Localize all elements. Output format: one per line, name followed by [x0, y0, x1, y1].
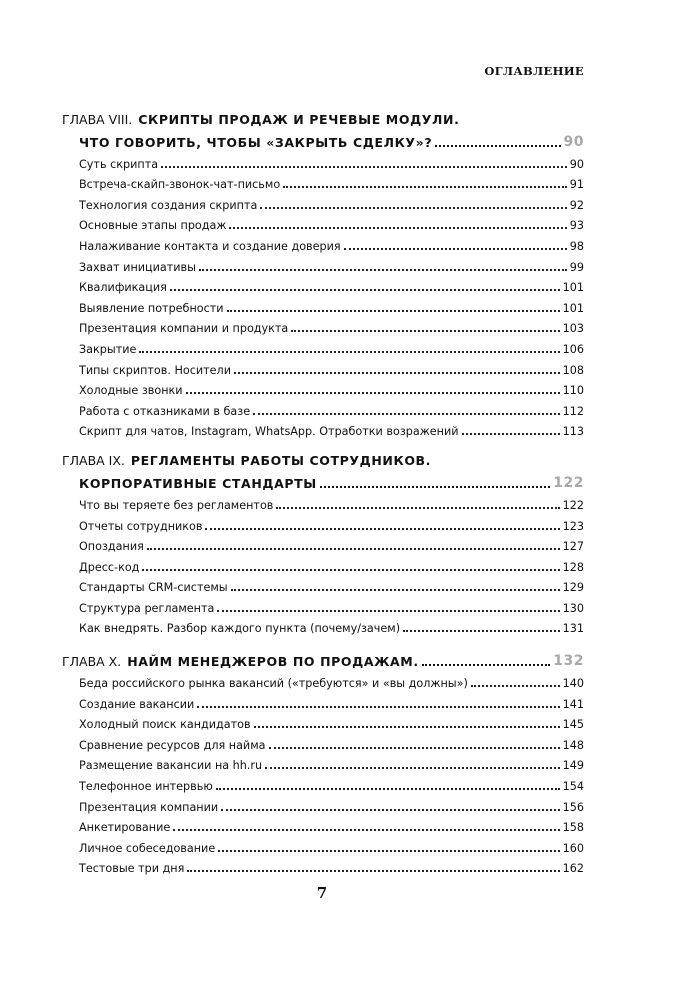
- entry-page: 158: [562, 821, 584, 835]
- entry-title: Типы скриптов. Носители: [79, 363, 231, 377]
- entry-page: 101: [562, 281, 584, 295]
- entry-page: 91: [569, 178, 584, 192]
- dot-leader: [254, 726, 560, 728]
- entry-title: Сравнение ресурсов для найма: [79, 738, 266, 752]
- toc-entry[interactable]: [62, 594, 584, 615]
- entry-page: 145: [562, 718, 584, 732]
- toc-entry[interactable]: [62, 377, 584, 398]
- entry-title: Скрипт для чатов, Instagram, WhatsApp. Отработки возражений: [79, 425, 459, 439]
- toc-entry[interactable]: [62, 690, 584, 711]
- entry-page: 123: [562, 519, 584, 533]
- dot-leader: [229, 227, 566, 229]
- dot-leader: [205, 528, 559, 530]
- toc-entry[interactable]: [62, 294, 584, 315]
- toc-entry[interactable]: [62, 772, 584, 793]
- entry-title: Технология создания скрипта: [79, 198, 258, 212]
- toc-entry[interactable]: [62, 855, 584, 876]
- entry-page: 140: [562, 677, 584, 691]
- entry-title: Создание вакансии: [79, 697, 195, 711]
- entry-title: Презентация компании: [79, 800, 219, 814]
- entry-page: 160: [562, 841, 584, 855]
- dot-leader: [217, 610, 559, 612]
- entry-title: Личное собеседование: [79, 841, 216, 855]
- entry-title: Стандарты CRM-системы: [79, 581, 228, 595]
- entry-page: 122: [562, 498, 584, 512]
- dot-leader: [231, 589, 560, 591]
- chapter-page: 122: [553, 475, 584, 492]
- entry-title: Отчеты сотрудников: [79, 519, 203, 533]
- dot-leader: [435, 145, 560, 147]
- dot-leader: [186, 392, 560, 394]
- toc-entry[interactable]: [62, 814, 584, 835]
- entry-page: 112: [562, 404, 584, 418]
- entry-page: 92: [569, 198, 584, 212]
- toc-entry[interactable]: [62, 834, 584, 855]
- dot-leader: [344, 248, 567, 250]
- chapter-page: 90: [563, 134, 584, 150]
- entry-title: Структура регламента: [79, 601, 215, 615]
- dot-leader: [260, 207, 566, 209]
- dot-leader: [161, 166, 567, 168]
- toc-entry[interactable]: [62, 731, 584, 752]
- entry-page: 129: [562, 581, 584, 595]
- entry-title: Презентация компании и продукта: [79, 322, 289, 336]
- entry-page: 149: [562, 759, 584, 773]
- dot-leader: [320, 486, 550, 488]
- entry-page: 141: [562, 697, 584, 711]
- entry-title: Холодные звонки: [79, 384, 183, 398]
- table-of-contents: [62, 108, 584, 875]
- entry-title: Опоздания: [79, 540, 144, 554]
- dot-leader: [234, 372, 560, 374]
- dot-leader: [422, 664, 551, 666]
- toc-entry[interactable]: [62, 150, 584, 171]
- toc-entry[interactable]: [62, 669, 584, 690]
- dot-leader: [221, 809, 559, 811]
- entry-title: Встреча-скайп-звонок-чат-письмо: [79, 178, 281, 192]
- chapter-heading-line1[interactable]: [62, 449, 584, 468]
- dot-leader: [147, 548, 560, 550]
- toc-entry[interactable]: [62, 615, 584, 636]
- toc-entry[interactable]: [62, 274, 584, 295]
- dot-leader: [197, 706, 559, 708]
- dot-leader: [291, 330, 559, 332]
- toc-entry[interactable]: [62, 171, 584, 192]
- entry-title: Как внедрять. Разбор каждого пункта (почему/зачем): [79, 622, 401, 636]
- entry-title: Телефонное интервью: [79, 780, 213, 794]
- dot-leader: [462, 433, 560, 435]
- dot-leader: [227, 310, 560, 312]
- chapter-number: ГЛАВА IX.: [62, 453, 125, 469]
- entry-page: 101: [562, 301, 584, 315]
- toc-entry[interactable]: [62, 315, 584, 336]
- toc-entry[interactable]: [62, 491, 584, 512]
- entry-page: 148: [562, 738, 584, 752]
- toc-entry[interactable]: [62, 397, 584, 418]
- dot-leader: [142, 569, 559, 571]
- entry-page: 108: [562, 363, 584, 377]
- chapter-number: ГЛАВА X.: [62, 654, 122, 670]
- dot-leader: [276, 507, 559, 509]
- dot-leader: [471, 685, 560, 687]
- entry-title: Выявление потребности: [79, 301, 224, 315]
- chapter-title: НАЙМ МЕНЕДЖЕРОВ ПО ПРОДАЖАМ.: [127, 654, 419, 670]
- entry-title: Что вы теряете без регламентов: [79, 498, 274, 512]
- dot-leader: [283, 186, 567, 188]
- entry-title: Анкетирование: [79, 821, 171, 835]
- chapter-page: 132: [553, 653, 584, 670]
- entry-page: 128: [562, 560, 584, 574]
- toc-entry[interactable]: [62, 711, 584, 732]
- chapter-heading[interactable]: [62, 646, 584, 669]
- entry-title: Тестовые три дня: [79, 862, 185, 876]
- toc-entry[interactable]: [62, 232, 584, 253]
- dot-leader: [173, 829, 559, 831]
- toc-entry[interactable]: [62, 553, 584, 574]
- entry-page: 106: [562, 342, 584, 356]
- toc-entry[interactable]: [62, 533, 584, 554]
- dot-leader: [216, 788, 560, 790]
- dot-leader: [269, 747, 560, 749]
- toc-entry[interactable]: [62, 574, 584, 595]
- entry-page: 110: [562, 384, 584, 398]
- entry-page: 99: [569, 260, 584, 274]
- entry-page: 127: [562, 540, 584, 554]
- toc-entry[interactable]: [62, 253, 584, 274]
- toc-entry[interactable]: [62, 752, 584, 773]
- toc-entry[interactable]: [62, 793, 584, 814]
- dot-leader: [199, 269, 567, 271]
- toc-entry[interactable]: [62, 212, 584, 233]
- entry-title: Беда российского рынка вакансий («требуются» и «вы должны»): [79, 677, 468, 691]
- dot-leader: [403, 630, 560, 632]
- dot-leader: [139, 351, 559, 353]
- dot-leader: [187, 870, 559, 872]
- toc-entry[interactable]: [62, 512, 584, 533]
- chapter-heading-line1[interactable]: [62, 108, 584, 127]
- entry-page: 93: [569, 219, 584, 233]
- chapter-heading-line2[interactable]: [62, 468, 584, 491]
- entry-title: Суть скрипта: [79, 157, 159, 171]
- chapter-title: СКРИПТЫ ПРОДАЖ И РЕЧЕВЫЕ МОДУЛИ.: [138, 112, 460, 127]
- entry-title: Захват инициативы: [79, 260, 196, 274]
- chapter-title: РЕГЛАМЕНТЫ РАБОТЫ СОТРУДНИКОВ.: [130, 453, 432, 469]
- toc-entry[interactable]: [62, 335, 584, 356]
- entry-page: 162: [562, 862, 584, 876]
- toc-entry[interactable]: [62, 356, 584, 377]
- chapter-number: ГЛАВА VIII.: [62, 112, 133, 127]
- entry-title: Налаживание контакта и создание доверия: [79, 239, 341, 253]
- entry-page: 90: [569, 157, 584, 171]
- entry-title: Основные этапы продаж: [79, 219, 227, 233]
- chapter-subtitle: ЧТО ГОВОРИТЬ, ЧТОБЫ «ЗАКРЫТЬ СДЕЛКУ»?: [79, 135, 433, 150]
- entry-page: 156: [562, 800, 584, 814]
- dot-leader: [265, 767, 560, 769]
- entry-title: Дресс-код: [79, 560, 140, 574]
- running-head: ОГЛАВЛЕНИЕ: [484, 64, 584, 78]
- entry-page: 154: [562, 780, 584, 794]
- entry-page: 98: [569, 239, 584, 253]
- entry-title: Закрытие: [79, 342, 137, 356]
- entry-page: 113: [562, 425, 584, 439]
- entry-page: 130: [562, 601, 584, 615]
- page-number: 7: [316, 884, 328, 902]
- entry-title: Квалификация: [79, 281, 167, 295]
- entry-title: Холодный поиск кандидатов: [79, 718, 251, 732]
- dot-leader: [170, 289, 560, 291]
- chapter-heading-line2[interactable]: [62, 127, 584, 150]
- entry-title: Работа с отказниками в базе: [79, 404, 251, 418]
- toc-entry[interactable]: [62, 418, 584, 439]
- toc-entry[interactable]: [62, 191, 584, 212]
- dot-leader: [253, 413, 560, 415]
- entry-title: Размещение вакансии на hh.ru: [79, 759, 263, 773]
- chapter-subtitle: КОРПОРАТИВНЫЕ СТАНДАРТЫ: [79, 476, 317, 492]
- entry-page: 131: [562, 622, 584, 636]
- dot-leader: [218, 850, 559, 852]
- entry-page: 103: [562, 322, 584, 336]
